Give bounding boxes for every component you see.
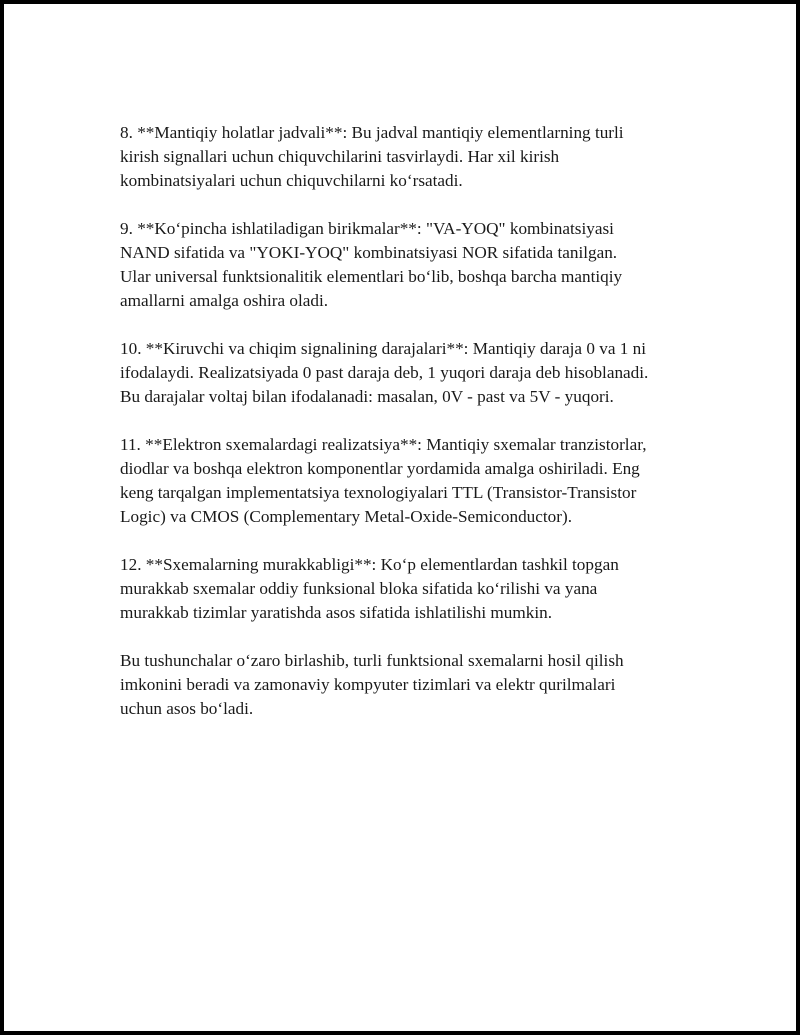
paragraph-signal-levels: 10. **Kiruvchi va chiqim signalining darajalari**: Mantiqiy daraja 0 va 1 ni ifodalaydi. Realizatsiyada 0 past daraja deb, 1 yuqori daraja deb hisoblanadi. Bu darajalar voltaj bilan ifodalanadi: masalan, 0V - past va 5V - yuqori.: [120, 339, 649, 406]
paragraph-common-combinations: 9. **Koʻpincha ishlatiladigan birikmalar**: "VA-YOQ" kombinatsiyasi NAND sifatida va "YOKI-YOQ" kombinatsiyasi NOR sifatida tanilgan. Ular universal funktsionalitik elementlari boʻlib, boshqa barcha mantiqiy amallarni amalga oshira oladi.: [120, 219, 623, 310]
paragraph-conclusion: Bu tushunchalar oʻzaro birlashib, turli funktsional sxemalarni hosil qilish imkonini beradi va zamonaviy kompyuter tizimlari va elektr qurilmalari uchun asos boʻladi.: [120, 651, 624, 718]
paragraph-truth-table: 8. **Mantiqiy holatlar jadvali**: Bu jadval mantiqiy elementlarning turli kirish signallari uchun chiquvchilarini tasvirlaydi. Har xil kirish kombinatsiyalari uchun chiquvchilarni koʻrsatadi.: [120, 123, 624, 190]
paragraph-electronic-implementation: 11. **Elektron sxemalardagi realizatsiya**: Mantiqiy sxemalar tranzistorlar, diodlar va boshqa elektron komponentlar yordamida amalga oshiriladi. Eng keng tarqalgan implementatsiya texnologiyalari TTL (Transistor-Transistor Logic) va CMOS (Complementary Metal-Oxide-Semiconductor).: [120, 435, 647, 526]
paragraph-circuit-complexity: 12. **Sxemalarning murakkabligi**: Koʻp elementlardan tashkil topgan murakkab sxemalar oddiy funksional bloka sifatida koʻrilishi va yana murakkab tizimlar yaratishda asos sifatida ishlatilishi mumkin.: [120, 555, 619, 622]
document-body: [120, 121, 710, 721]
